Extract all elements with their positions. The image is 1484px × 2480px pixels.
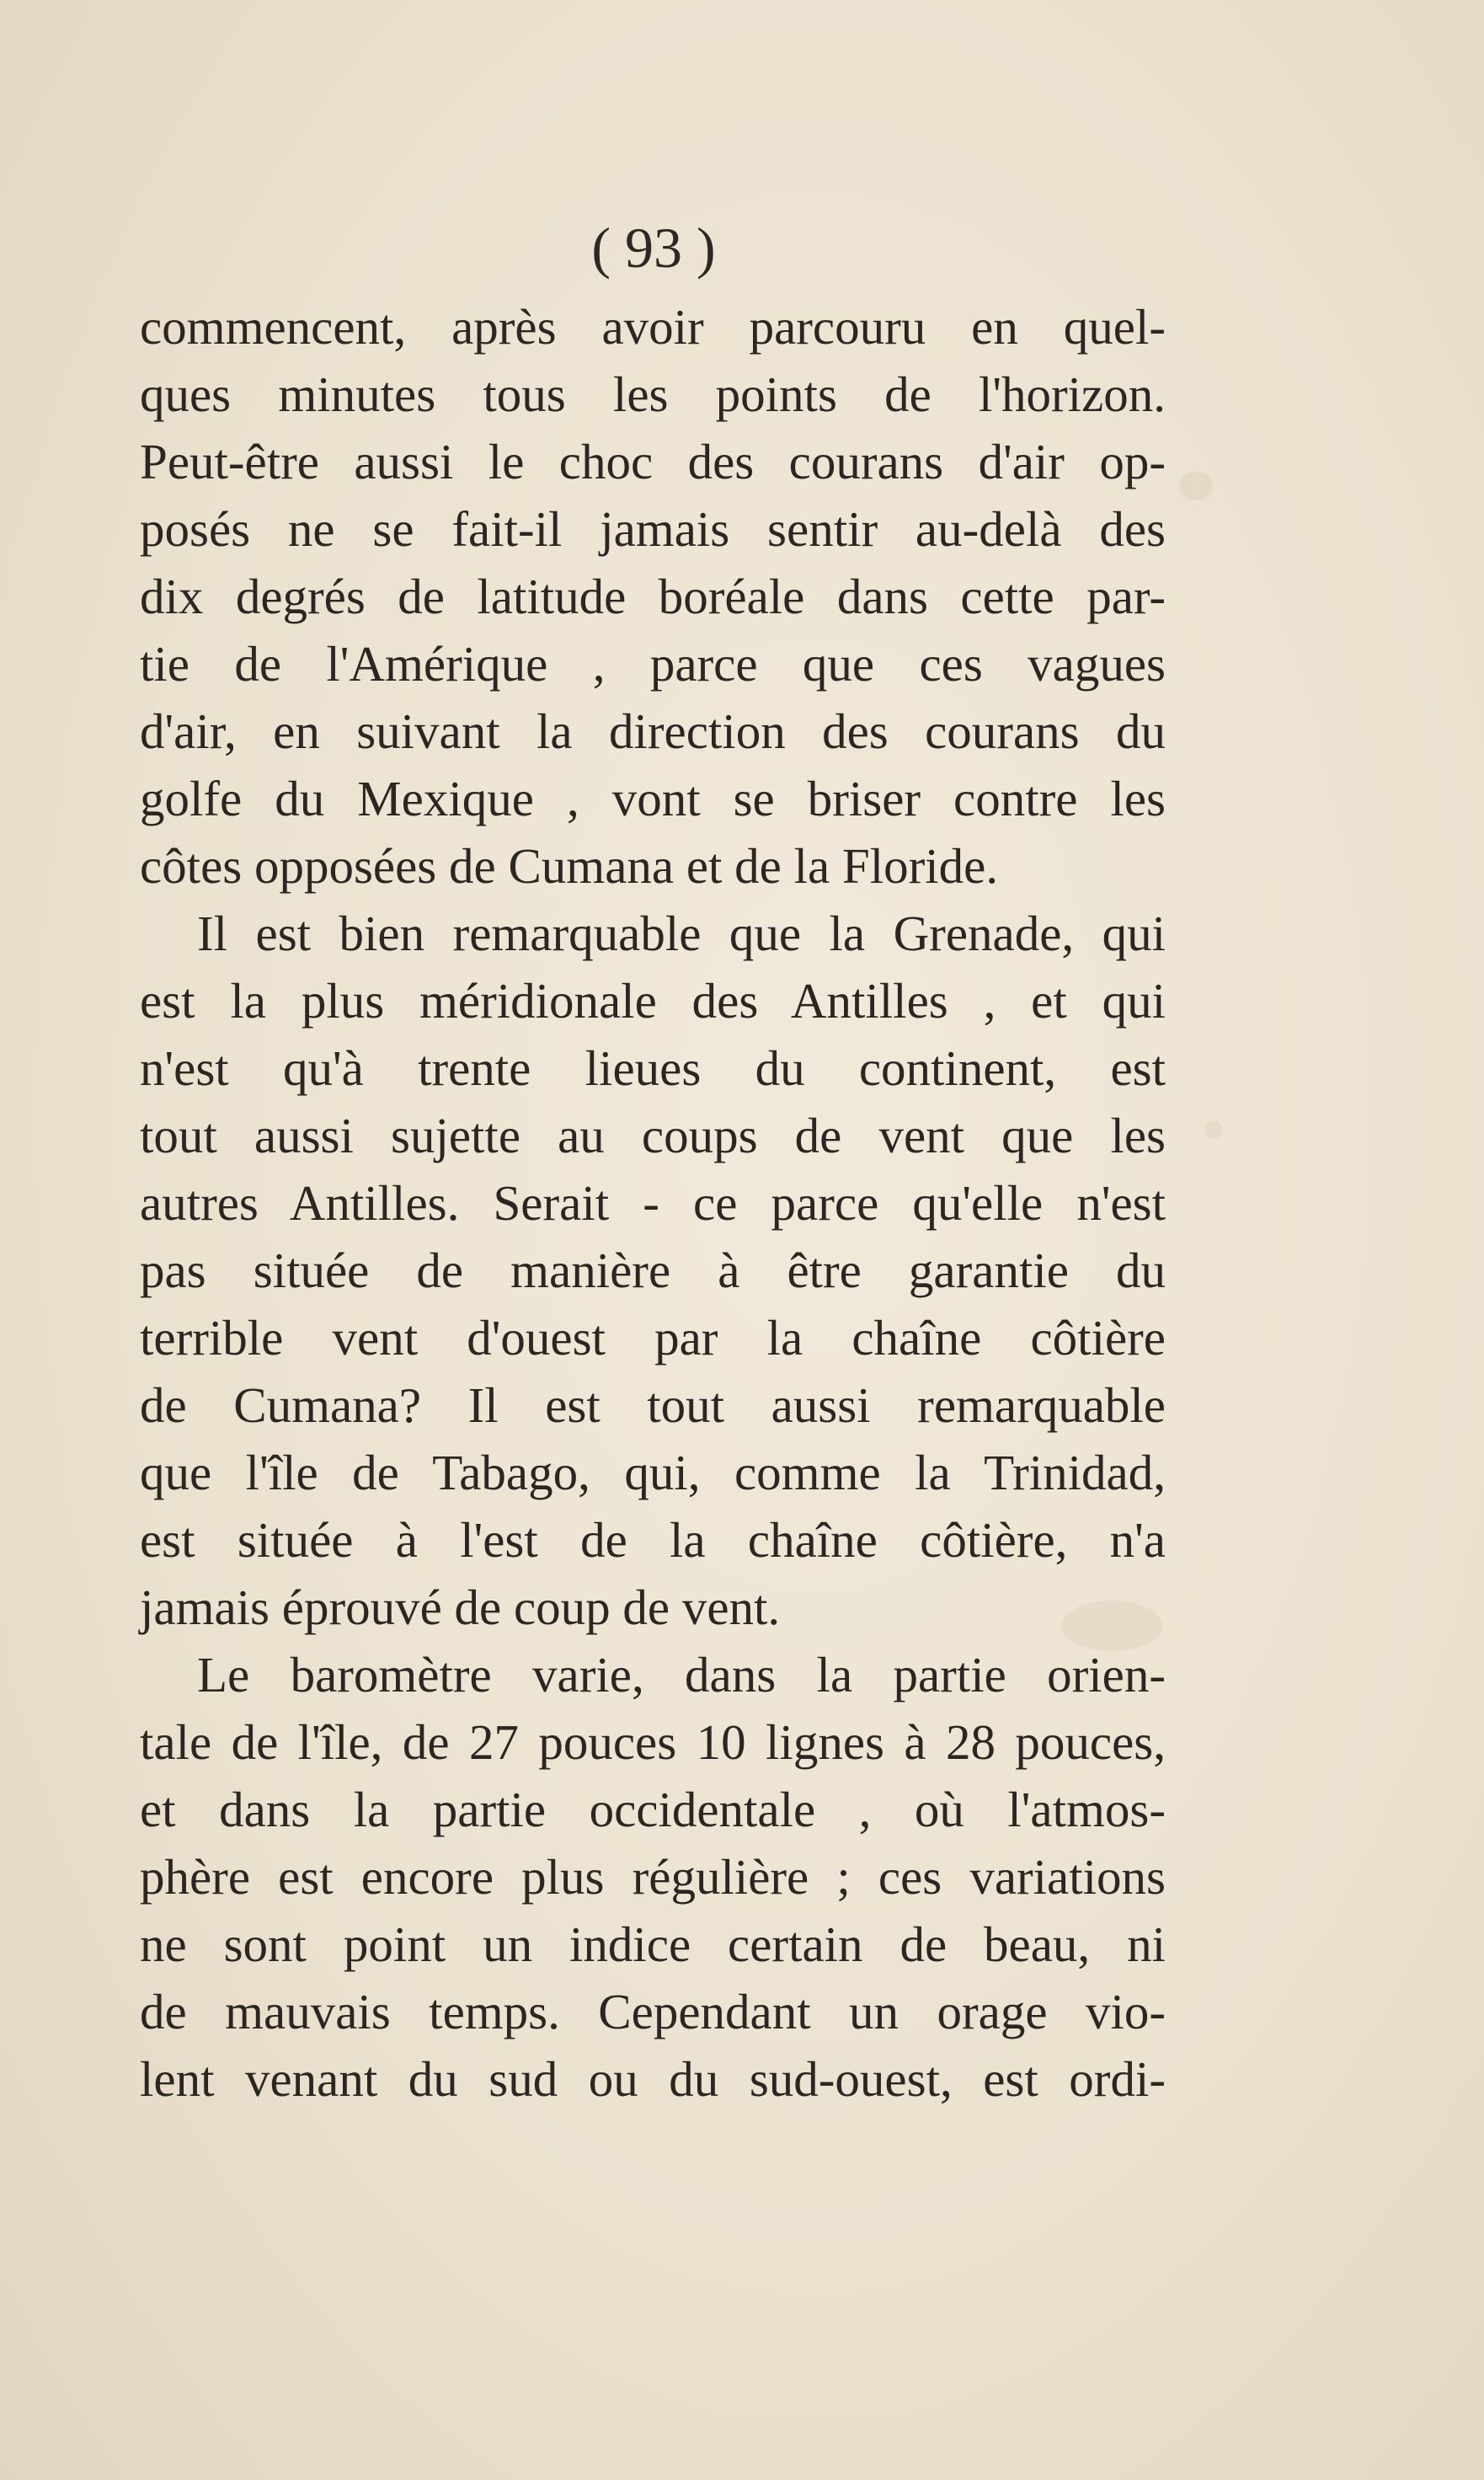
text-line: est située à l'est de la chaîne côtière, n'a — [140, 1512, 1166, 1568]
text-line: pas située de manière à être garantie du — [140, 1243, 1166, 1298]
text-line: jamais éprouvé de coup de vent. — [140, 1579, 781, 1635]
text-line: et dans la partie occidentale , où l'atmos- — [140, 1782, 1166, 1837]
paper-stain — [1179, 472, 1213, 500]
text-line: Peut-être aussi le choc des courans d'air op- — [140, 434, 1166, 489]
text-line: golfe du Mexique , vont se briser contre les — [140, 771, 1166, 826]
text-line: est la plus méridionale des Antilles , et qui — [140, 973, 1166, 1029]
text-line: de mauvais temps. Cependant un orage vio- — [140, 1984, 1166, 2039]
text-line: Le baromètre varie, dans la partie orien- — [197, 1647, 1166, 1702]
text-line: de Cumana? Il est tout aussi remarquable — [140, 1377, 1166, 1433]
text-line: tout aussi sujette au coups de vent que les — [140, 1108, 1166, 1163]
text-line: n'est qu'à trente lieues du continent, est — [140, 1040, 1166, 1096]
text-line: ques minutes tous les points de l'horizon. — [140, 366, 1166, 422]
text-line: Il est bien remarquable que la Grenade, qui — [197, 906, 1166, 961]
text-line: tie de l'Amérique , parce que ces vagues — [140, 636, 1166, 692]
text-line: dix degrés de latitude boréale dans cette par- — [140, 569, 1166, 624]
text-line: ne sont point un indice certain de beau, ni — [140, 1916, 1166, 1972]
text-line: autres Antilles. Serait - ce parce qu'elle n'est — [140, 1175, 1166, 1231]
text-line: terrible vent d'ouest par la chaîne côtière — [140, 1310, 1166, 1366]
text-line: côtes opposées de Cumana et de la Floride. — [140, 838, 999, 894]
text-line: lent venant du sud ou du sud-ouest, est ordi- — [140, 2051, 1166, 2107]
paper-stain — [1204, 1120, 1223, 1139]
text-line: commencent, après avoir parcouru en quel- — [140, 299, 1166, 355]
page-number: ( 93 ) — [591, 216, 716, 280]
text-line: d'air, en suivant la direction des courans du — [140, 703, 1166, 759]
text-line: tale de l'île, de 27 pouces 10 lignes à 28 pouces, — [140, 1714, 1166, 1770]
text-line: que l'île de Tabago, qui, comme la Trinidad, — [140, 1445, 1166, 1500]
text-line: phère est encore plus régulière ; ces variations — [140, 1849, 1166, 1905]
body-text — [140, 293, 1166, 2113]
text-line: posés ne se fait-il jamais sentir au-delà des — [140, 501, 1166, 557]
